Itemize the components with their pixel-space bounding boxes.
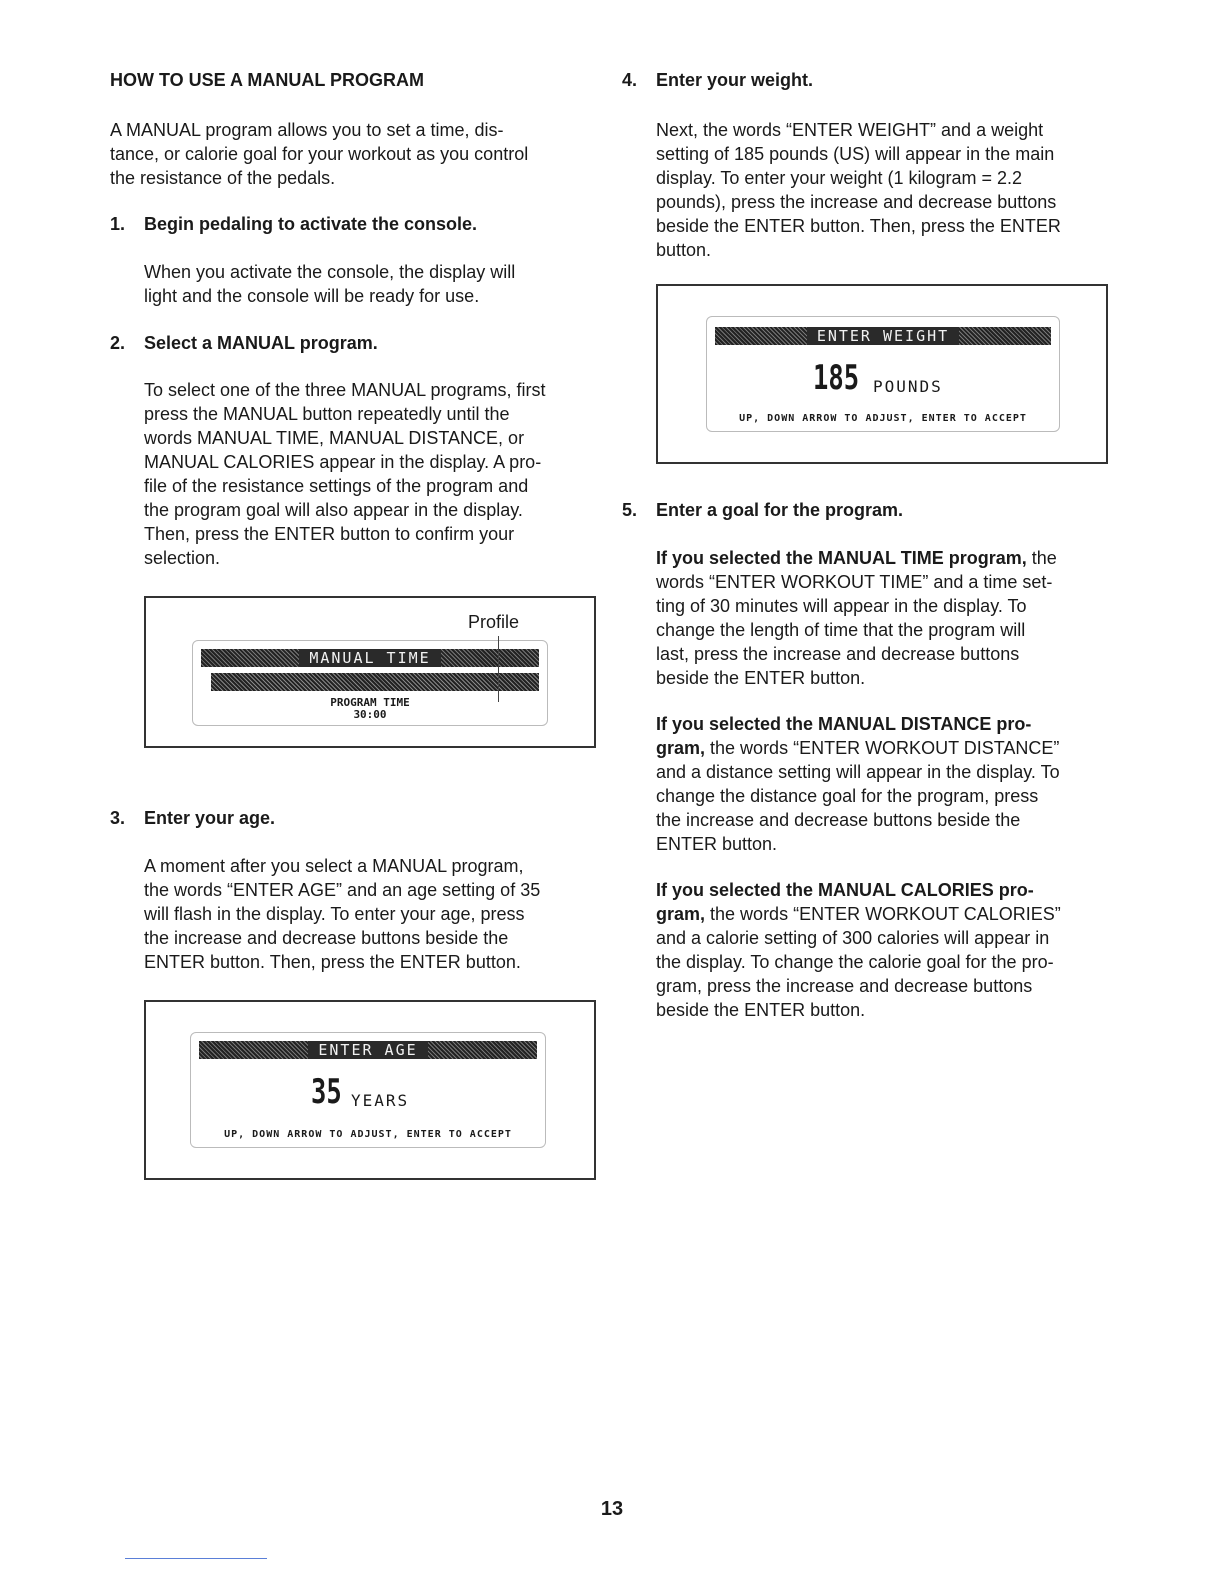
section-title: HOW TO USE A MANUAL PROGRAM bbox=[110, 70, 424, 90]
display-header: MANUAL TIME bbox=[299, 649, 440, 667]
step-4-text: Next, the words “ENTER WEIGHT” and a weight setting of 185 pounds (US) will appear in the main display. To enter your weight (1 kilogram = 2.2 pounds), press the increase and decrease buttons beside the ENTER button. Then, press the ENTER button. bbox=[656, 120, 1061, 260]
page-number: 13 bbox=[600, 1498, 624, 1520]
step-4-heading: 4. Enter your weight. bbox=[622, 70, 814, 90]
manual-distance-goal-text: If you selected the MANUAL DISTANCE pro- gram, the words “ENTER WORKOUT DISTANCE” and a distance setting will appear in the display. To change the distance goal for the program, press the increase and decrease buttons beside the ENTER button. bbox=[656, 714, 1060, 854]
program-goal bbox=[193, 697, 547, 721]
intro-paragraph: A MANUAL program allows you to set a time, dis- tance, or calorie goal for your workout as you control the resistance of the pedals. bbox=[110, 120, 529, 188]
resistance-profile bbox=[211, 673, 539, 691]
manual-calories-goal-text: If you selected the MANUAL CALORIES pro- gram, the words “ENTER WORKOUT CALORIES” and a calorie setting of 300 calories will appear in the display. To change the calorie goal for the pro- gram, press the increase and decrease buttons beside the ENTER button. bbox=[656, 880, 1061, 1020]
weight-value: 185 bbox=[813, 358, 860, 398]
step-5-heading: 5. Enter a goal for the program. bbox=[622, 500, 904, 520]
lcd-screen bbox=[190, 1032, 546, 1148]
step-1-text: When you activate the console, the display will light and the console will be ready for use. bbox=[144, 262, 516, 306]
footer-rule bbox=[125, 1558, 267, 1559]
enter-age-display-figure bbox=[144, 1000, 596, 1180]
adjust-hint: UP, DOWN ARROW TO ADJUST, ENTER TO ACCEPT bbox=[224, 1129, 512, 1140]
manual-time-goal-text: If you selected the MANUAL TIME program, the words “ENTER WORKOUT TIME” and a time set- ting of 30 minutes will appear in the display. To change the length of time that the program will last, press the increase and decrease buttons beside the ENTER button. bbox=[656, 548, 1057, 688]
weight-unit: POUNDS bbox=[873, 377, 943, 396]
step-3-heading: 3. Enter your age. bbox=[110, 808, 276, 828]
step-1-heading: 1. Begin pedaling to activate the console. bbox=[110, 214, 478, 234]
age-value: 35 bbox=[311, 1072, 342, 1112]
step-3-text: A moment after you select a MANUAL program, the words “ENTER AGE” and an age setting of 35 will flash in the display. To enter your age, press the increase and decrease buttons beside the ENTER button. Then, press the ENTER button. bbox=[144, 856, 541, 972]
program-time-label: PROGRAM TIME bbox=[330, 696, 410, 709]
adjust-hint: UP, DOWN ARROW TO ADJUST, ENTER TO ACCEPT bbox=[739, 413, 1027, 424]
program-time-value: 30:00 bbox=[353, 708, 387, 721]
lcd-screen bbox=[192, 640, 548, 726]
step-2-text: To select one of the three MANUAL programs, first press the MANUAL button repeatedly until the words MANUAL TIME, MANUAL DISTANCE, or MANUAL CALORIES appear in the display. A pro- file of the resistance settings of the program and the program goal will also appear in the display. Then, press the ENTER button to confirm your selection. bbox=[144, 380, 546, 568]
age-unit: YEARS bbox=[351, 1091, 410, 1110]
lcd-screen bbox=[706, 316, 1060, 432]
enter-weight-display-figure bbox=[656, 284, 1108, 464]
header-bar bbox=[715, 327, 1051, 345]
callout-leader-line bbox=[498, 636, 499, 702]
header-bar bbox=[201, 649, 539, 667]
profile-callout: Profile bbox=[468, 612, 520, 632]
step-2-heading: 2. Select a MANUAL program. bbox=[110, 333, 378, 353]
header-bar bbox=[199, 1041, 537, 1059]
manual-time-display-figure bbox=[144, 596, 596, 748]
display-header: ENTER WEIGHT bbox=[807, 327, 959, 345]
display-header: ENTER AGE bbox=[308, 1041, 427, 1059]
